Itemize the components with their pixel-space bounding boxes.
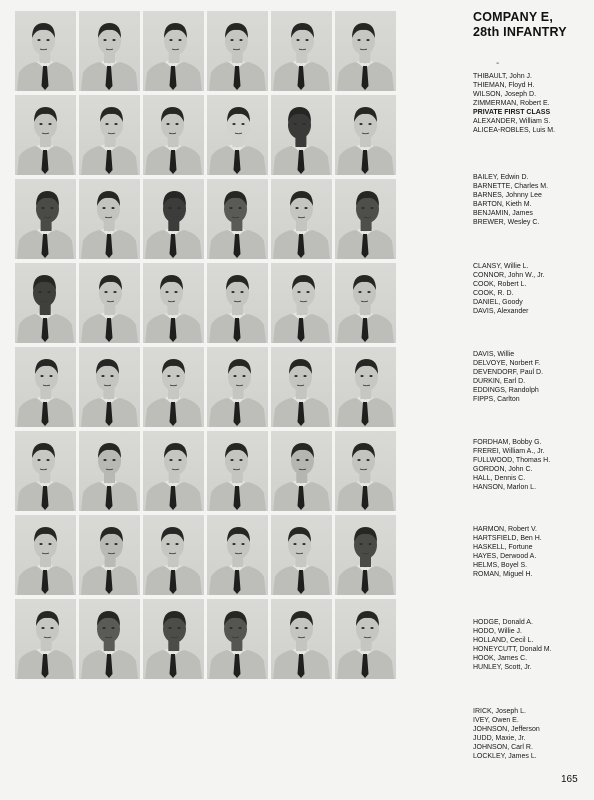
eye: [359, 543, 362, 545]
portrait-silhouette: [79, 515, 140, 595]
portrait-silhouette: [271, 515, 332, 595]
name-line: ALICEA-ROBLES, Luis M.: [473, 127, 556, 134]
portrait-silhouette: [207, 599, 268, 679]
eye: [240, 291, 243, 293]
name-line: IRICK, Joseph L.: [473, 708, 526, 715]
name-line: LOCKLEY, James L.: [473, 753, 537, 760]
portrait-photo: [207, 599, 268, 679]
portrait-photo: [79, 347, 140, 427]
eye: [39, 543, 42, 545]
eye: [304, 627, 307, 629]
name-line: JUDD, Maxie, Jr.: [473, 735, 526, 742]
eye: [175, 543, 178, 545]
eye: [175, 123, 178, 125]
name-group-7: [473, 618, 591, 672]
portrait-photo: [15, 95, 76, 175]
eye: [103, 459, 106, 461]
name-line: WILSON, Joseph D.: [473, 91, 537, 98]
eye: [230, 39, 233, 41]
eye: [370, 207, 373, 209]
eye: [102, 207, 105, 209]
eye: [238, 627, 241, 629]
eye: [367, 291, 370, 293]
portrait-photo: [15, 263, 76, 343]
eye: [46, 39, 49, 41]
eye: [230, 459, 233, 461]
name-line: COOK, Robert L.: [473, 281, 527, 288]
eye: [293, 123, 296, 125]
eye: [302, 123, 305, 125]
eye: [241, 123, 244, 125]
name-group-1: [473, 72, 591, 135]
name-line: ROMAN, Miguel H.: [473, 571, 533, 578]
eye: [304, 207, 307, 209]
eye: [303, 375, 306, 377]
portrait-silhouette: [335, 95, 396, 175]
title-line-company: COMPANY E,: [473, 10, 554, 24]
name-line: THIEMAN, Floyd H.: [473, 82, 535, 89]
eye: [357, 39, 360, 41]
portrait-silhouette: [335, 431, 396, 511]
portrait-silhouette: [271, 263, 332, 343]
eye: [232, 123, 235, 125]
portrait-photo: [335, 11, 396, 91]
eye: [39, 123, 42, 125]
portrait-silhouette: [143, 11, 204, 91]
portrait-photo: [79, 599, 140, 679]
name-line: DELVOYE, Norbert F.: [473, 360, 541, 367]
portrait-photo: [207, 347, 268, 427]
portrait-silhouette: [15, 11, 76, 91]
portrait-silhouette: [143, 515, 204, 595]
eye: [40, 375, 43, 377]
rank-heading: PRIVATE FIRST CLASS: [473, 109, 551, 116]
portrait-silhouette: [143, 599, 204, 679]
name-line: HASKELL, Fortune: [473, 544, 533, 551]
eye: [167, 375, 170, 377]
name-line: THIBAULT, John J.: [473, 73, 533, 80]
portrait-photo: [79, 11, 140, 91]
portrait-silhouette: [271, 95, 332, 175]
portrait-photo: [335, 179, 396, 259]
portrait-photo: [335, 95, 396, 175]
name-line: FULLWOOD, Thomas H.: [473, 457, 551, 464]
portrait-photo: [271, 263, 332, 343]
portrait-silhouette: [15, 599, 76, 679]
eye: [368, 123, 371, 125]
portrait-silhouette: [271, 347, 332, 427]
eye: [297, 291, 300, 293]
eye: [114, 543, 117, 545]
portrait-photo: [271, 347, 332, 427]
portrait-silhouette: [15, 95, 76, 175]
eye: [168, 207, 171, 209]
portrait-silhouette: [79, 11, 140, 91]
eye: [306, 291, 309, 293]
eye: [168, 627, 171, 629]
eye: [359, 123, 362, 125]
portrait-photo: [207, 11, 268, 91]
name-line: HARMON, Robert V.: [473, 526, 537, 533]
portrait-photo: [143, 431, 204, 511]
eye: [242, 375, 245, 377]
portrait-silhouette: [143, 95, 204, 175]
eye: [101, 375, 104, 377]
portrait-silhouette: [79, 263, 140, 343]
name-group-5: [473, 438, 591, 492]
eye: [37, 39, 40, 41]
name-line: ALEXANDER, William S.: [473, 118, 551, 125]
portrait-silhouette: [79, 347, 140, 427]
name-line: FORDHAM, Bobby G.: [473, 439, 542, 446]
name-line: HUNLEY, Scott, Jr.: [473, 664, 532, 671]
name-line: BARTON, Kieth M.: [473, 201, 532, 208]
name-line: HALL, Dennis C.: [473, 475, 526, 482]
name-group-6: [473, 525, 591, 579]
name-line: EDDINGS, Randolph: [473, 387, 539, 394]
eye: [104, 291, 107, 293]
portrait-silhouette: [271, 599, 332, 679]
eye: [103, 39, 106, 41]
eye: [295, 207, 298, 209]
portrait-silhouette: [15, 347, 76, 427]
name-line: HANSON, Marlon L.: [473, 484, 537, 491]
name-line: FREREI, William A., Jr.: [473, 448, 545, 455]
name-line: DAVIS, Willie: [473, 351, 515, 358]
portrait-silhouette: [15, 179, 76, 259]
portrait-silhouette: [207, 95, 268, 175]
portrait-photo: [335, 347, 396, 427]
portrait-silhouette: [15, 515, 76, 595]
eye: [357, 459, 360, 461]
portrait-silhouette: [271, 179, 332, 259]
portrait-photo: [143, 599, 204, 679]
name-line: HELMS, Boyel S.: [473, 562, 528, 569]
portrait-photo: [207, 515, 268, 595]
portrait-photo: [207, 431, 268, 511]
portrait-silhouette: [335, 263, 396, 343]
eye: [165, 291, 168, 293]
portrait-silhouette: [79, 95, 140, 175]
name-line: BARNES, Johnny Lee: [473, 192, 542, 199]
portrait-photo: [207, 263, 268, 343]
name-line: DEVENDORF, Paul D.: [473, 369, 544, 376]
name-line: HONEYCUTT, Donald M.: [473, 646, 552, 653]
portrait-grid: [15, 11, 396, 763]
name-line: BREWER, Wesley C.: [473, 219, 540, 226]
name-group-4: [473, 350, 591, 404]
portrait-silhouette: [79, 431, 140, 511]
name-line: FIPPS, Carlton: [473, 396, 520, 403]
eye: [360, 375, 363, 377]
eye: [166, 123, 169, 125]
eye: [296, 459, 299, 461]
portrait-silhouette: [335, 515, 396, 595]
portrait-photo: [79, 431, 140, 511]
portrait-silhouette: [207, 179, 268, 259]
eye: [41, 207, 44, 209]
name-line: ZIMMERMAN, Robert E.: [473, 100, 550, 107]
eye: [50, 627, 53, 629]
portrait-silhouette: [143, 179, 204, 259]
name-group-2: [473, 173, 591, 227]
portrait-photo: [15, 347, 76, 427]
name-line: DURKIN, Earl D.: [473, 378, 526, 385]
portrait-photo: [271, 11, 332, 91]
name-line: JOHNSON, Carl R.: [473, 744, 533, 751]
name-line: CONNOR, John W., Jr.: [473, 272, 545, 279]
eye: [41, 627, 44, 629]
portrait-silhouette: [335, 11, 396, 91]
portrait-silhouette: [79, 599, 140, 679]
eye: [111, 627, 114, 629]
eye: [111, 207, 114, 209]
portrait-photo: [15, 179, 76, 259]
portrait-photo: [271, 179, 332, 259]
eye: [50, 207, 53, 209]
name-line: HARTSFIELD, Ben H.: [473, 535, 542, 542]
portrait-silhouette: [143, 347, 204, 427]
portrait-silhouette: [335, 179, 396, 259]
eye: [102, 627, 105, 629]
eye: [366, 39, 369, 41]
portrait-photo: [143, 95, 204, 175]
eye: [176, 375, 179, 377]
portrait-photo: [143, 263, 204, 343]
eye: [369, 375, 372, 377]
portrait-photo: [143, 515, 204, 595]
name-line: IVEY, Owen E.: [473, 717, 519, 724]
title-dash: -: [496, 58, 500, 69]
portrait-silhouette: [271, 431, 332, 511]
eye: [231, 291, 234, 293]
name-line: BAILEY, Edwin D.: [473, 174, 529, 181]
eye: [38, 291, 41, 293]
portrait-photo: [207, 179, 268, 259]
portrait-photo: [79, 515, 140, 595]
portrait-silhouette: [143, 431, 204, 511]
portrait-photo: [207, 95, 268, 175]
eye: [48, 543, 51, 545]
name-line: BENJAMIN, James: [473, 210, 533, 217]
eye: [174, 291, 177, 293]
portrait-silhouette: [207, 515, 268, 595]
eye: [233, 375, 236, 377]
eye: [112, 39, 115, 41]
portrait-photo: [79, 95, 140, 175]
portrait-photo: [15, 431, 76, 511]
eye: [178, 459, 181, 461]
eye: [178, 39, 181, 41]
eye: [361, 207, 364, 209]
portrait-photo: [335, 599, 396, 679]
eye: [113, 291, 116, 293]
portrait-silhouette: [207, 11, 268, 91]
eye: [46, 459, 49, 461]
eye: [166, 543, 169, 545]
eye: [169, 39, 172, 41]
name-line: HOOK, James C.: [473, 655, 528, 662]
eye: [295, 627, 298, 629]
name-group-8: [473, 707, 591, 761]
portrait-photo: [271, 599, 332, 679]
eye: [47, 291, 50, 293]
eye: [294, 375, 297, 377]
portrait-photo: [271, 431, 332, 511]
eye: [229, 627, 232, 629]
eye: [114, 123, 117, 125]
eye: [366, 459, 369, 461]
eye: [296, 39, 299, 41]
portrait-photo: [271, 515, 332, 595]
name-line: CLANSY, Willie L.: [473, 263, 529, 270]
eye: [241, 543, 244, 545]
portrait-silhouette: [207, 263, 268, 343]
eye: [110, 375, 113, 377]
page-number: 165: [561, 774, 578, 785]
eye: [302, 543, 305, 545]
name-line: DANIEL, Goody: [473, 299, 523, 306]
eye: [37, 459, 40, 461]
name-line: HOLLAND, Cecil L.: [473, 637, 534, 644]
name-group-3: [473, 262, 591, 316]
portrait-silhouette: [335, 347, 396, 427]
name-line: GORDON, John C.: [473, 466, 533, 473]
portrait-photo: [15, 11, 76, 91]
portrait-photo: [143, 179, 204, 259]
portrait-photo: [79, 179, 140, 259]
name-line: BARNETTE, Charles M.: [473, 183, 549, 190]
eye: [232, 543, 235, 545]
name-line: COOK, R. D.: [473, 290, 514, 297]
portrait-photo: [335, 263, 396, 343]
portrait-photo: [335, 431, 396, 511]
name-line: HODO, Willie J.: [473, 628, 522, 635]
portrait-photo: [143, 347, 204, 427]
portrait-silhouette: [143, 263, 204, 343]
eye: [229, 207, 232, 209]
portrait-silhouette: [15, 431, 76, 511]
portrait-photo: [143, 11, 204, 91]
portrait-silhouette: [335, 599, 396, 679]
eye: [105, 123, 108, 125]
eye: [305, 39, 308, 41]
portrait-photo: [15, 599, 76, 679]
name-line: JOHNSON, Jefferson: [473, 726, 540, 733]
page-title: [473, 10, 588, 40]
eye: [368, 543, 371, 545]
eye: [177, 627, 180, 629]
eye: [49, 375, 52, 377]
title-line-unit: 28th INFANTRY: [473, 25, 567, 39]
portrait-silhouette: [271, 11, 332, 91]
eye: [370, 627, 373, 629]
name-line: HAYES, Derwood A.: [473, 553, 537, 560]
eye: [239, 459, 242, 461]
eye: [305, 459, 308, 461]
portrait-photo: [335, 515, 396, 595]
portrait-photo: [79, 263, 140, 343]
portrait-silhouette: [15, 263, 76, 343]
eye: [293, 543, 296, 545]
eye: [361, 627, 364, 629]
eye: [238, 207, 241, 209]
eye: [48, 123, 51, 125]
portrait-photo: [15, 515, 76, 595]
name-line: HODGE, Donald A.: [473, 619, 533, 626]
eye: [177, 207, 180, 209]
portrait-silhouette: [207, 431, 268, 511]
eye: [239, 39, 242, 41]
eye: [358, 291, 361, 293]
eye: [105, 543, 108, 545]
eye: [112, 459, 115, 461]
portrait-silhouette: [207, 347, 268, 427]
eye: [169, 459, 172, 461]
name-line: DAVIS, Alexander: [473, 308, 529, 315]
portrait-silhouette: [79, 179, 140, 259]
portrait-photo: [271, 95, 332, 175]
